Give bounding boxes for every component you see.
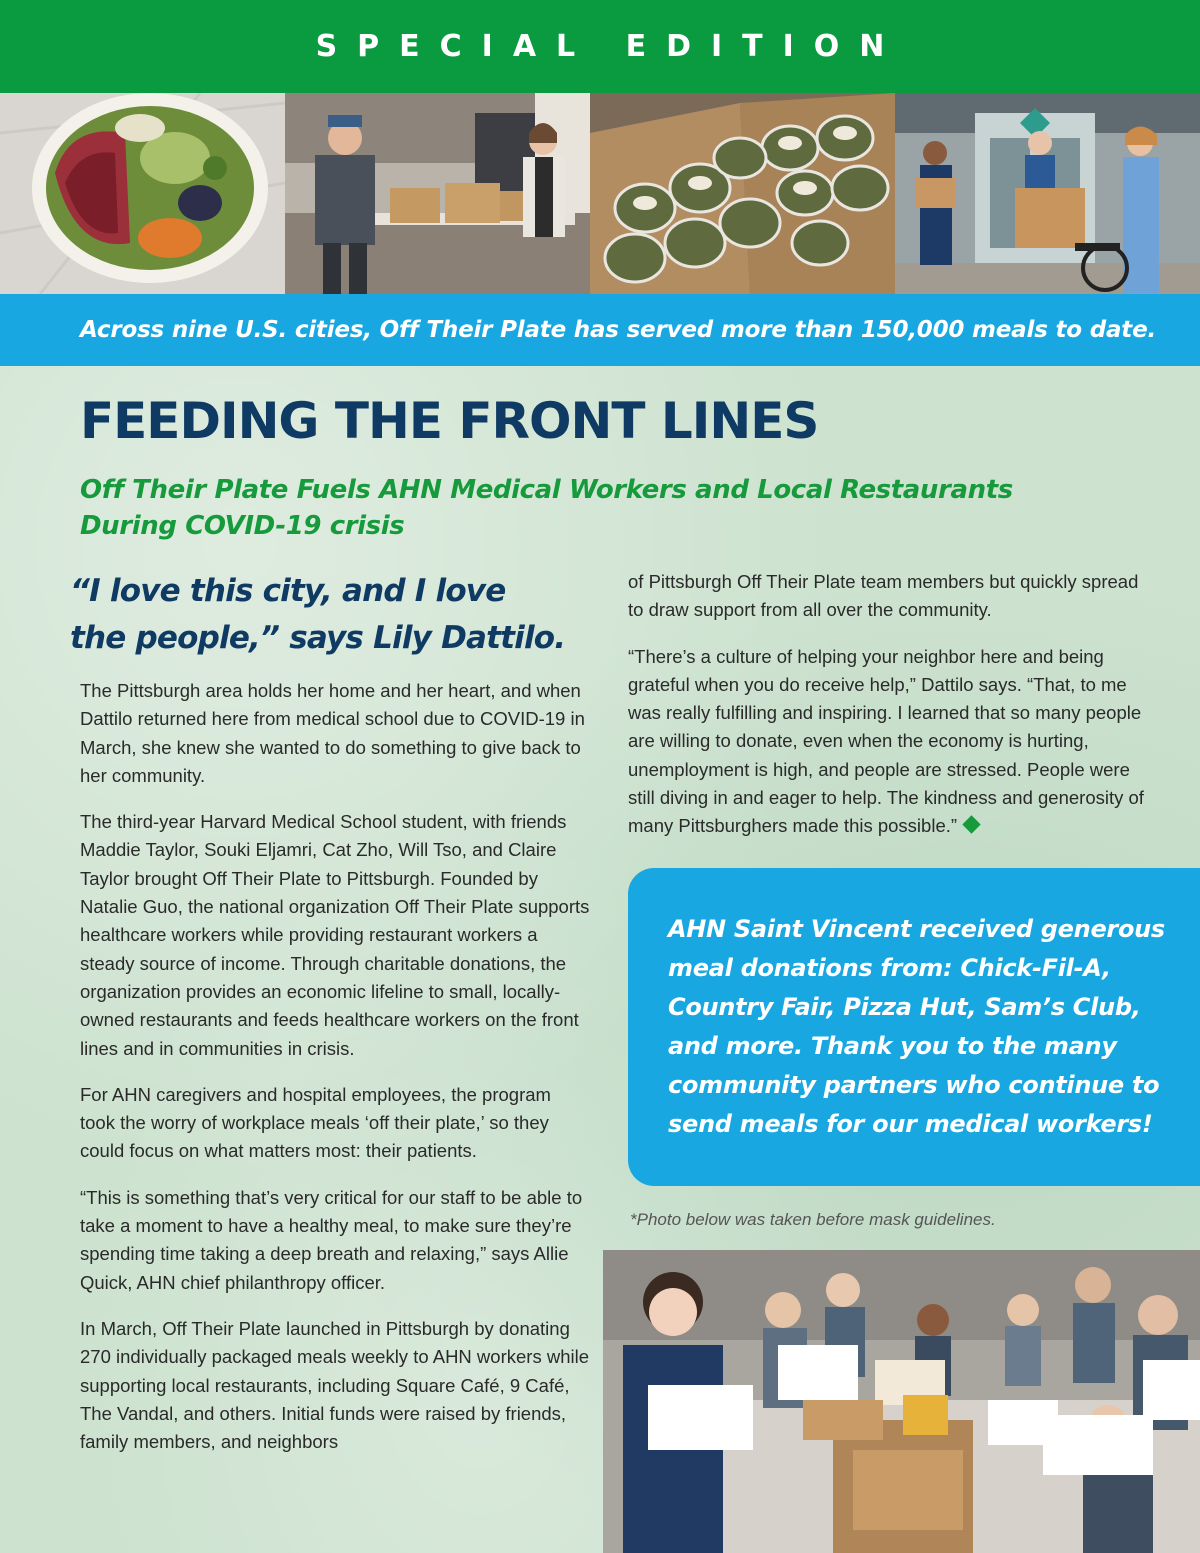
end-mark-diamond-icon: [962, 816, 980, 834]
meals-served-ribbon: [0, 294, 1200, 366]
hospital-delivery-photo: [895, 93, 1200, 294]
quote-line-2: the people,” says Lily Dattilo.: [70, 620, 566, 656]
article-subtitle: [80, 472, 1080, 544]
group-photo: [603, 1250, 1200, 1553]
paragraph: “There’s a culture of helping your neighbor here and being grateful when you do receive help,” Dattilo says. “That, to me was really fulfilling and inspiring. I learned that so many people are willing to donate, even when the economy is hurting, unemployment is high, and people are stressed. People were still diving in and eager to help. The kindness and generosity of many Pittsburghers made this possible.”: [628, 645, 1144, 837]
food-bowl-photo: [0, 93, 285, 294]
special-edition-banner: [0, 0, 1200, 93]
ribbon-text: Across nine U.S. cities, Off Their Plate has served more than 150,000 meals to date.: [80, 317, 1157, 343]
paragraph: For AHN caregivers and hospital employees, the program took the worry of workplace meals ‘off their plate,’ so they could focus on what matters most: their patients.: [80, 1083, 551, 1162]
right-column: [628, 568, 1148, 859]
donations-callout: [628, 868, 1200, 1186]
paragraph: The third-year Harvard Medical School student, with friends Maddie Taylor, Souki Eljamri, Cat Zho, Will Tso, and Claire Taylor brought Off Their Plate to Pittsburgh. Founded by Natalie Guo, the national organization Off Their Plate supports healthcare workers while providing restaurant workers a steady source of income. Through charitable donations, the organization provides an economic lifeline to small, locally-owned restaurants and feeds healthcare workers on the front lines and in communities in crisis.: [80, 811, 590, 1059]
photo-caption: *Photo below was taken before mask guidelines.: [630, 1210, 996, 1229]
subtitle-line-2: During COVID-19 crisis: [80, 511, 405, 541]
paragraph: The Pittsburgh area holds her home and her heart, and when Dattilo returned here from medical school due to COVID-19 in March, she knew she wanted to do something to give back to her community.: [80, 680, 585, 786]
subtitle-line-1: Off Their Plate Fuels AHN Medical Workers and Local Restaurants: [80, 475, 1013, 505]
callout-text: AHN Saint Vincent received generous meal donations from: Chick-Fil-A, Country Fair, Pizza Hut, Sam’s Club, and more. Thank you to the many community partners who continue to send meals for our medical workers!: [668, 915, 1165, 1138]
packaged-meals-photo: [590, 93, 895, 294]
paragraph-with-end-mark: [628, 643, 1148, 841]
left-column: [80, 677, 590, 1474]
paragraph: In March, Off Their Plate launched in Pittsburgh by donating 270 individually packaged meals weekly to AHN workers while supporting local restaurants, including Square Café, 9 Café, The Vandal, and others. Initial funds were raised by friends, family members, and neighbors: [80, 1317, 589, 1453]
restaurant-staff-photo: [285, 93, 590, 294]
paragraph: of Pittsburgh Off Their Plate team members but quickly spread to draw support from all over the community.: [628, 571, 1139, 621]
banner-label: SPECIAL EDITION: [315, 29, 905, 64]
pull-quote: [70, 568, 630, 662]
quote-line-1: “I love this city, and I love: [70, 573, 506, 609]
paragraph: “This is something that’s very critical for our staff to be able to take a moment to have a healthy meal, to make sure they’re spending time taking a deep breath and relaxing,” says Allie Quick, AHN chief philanthropy officer.: [80, 1186, 583, 1293]
article-title: FEEDING THE FRONT LINES: [80, 392, 819, 450]
